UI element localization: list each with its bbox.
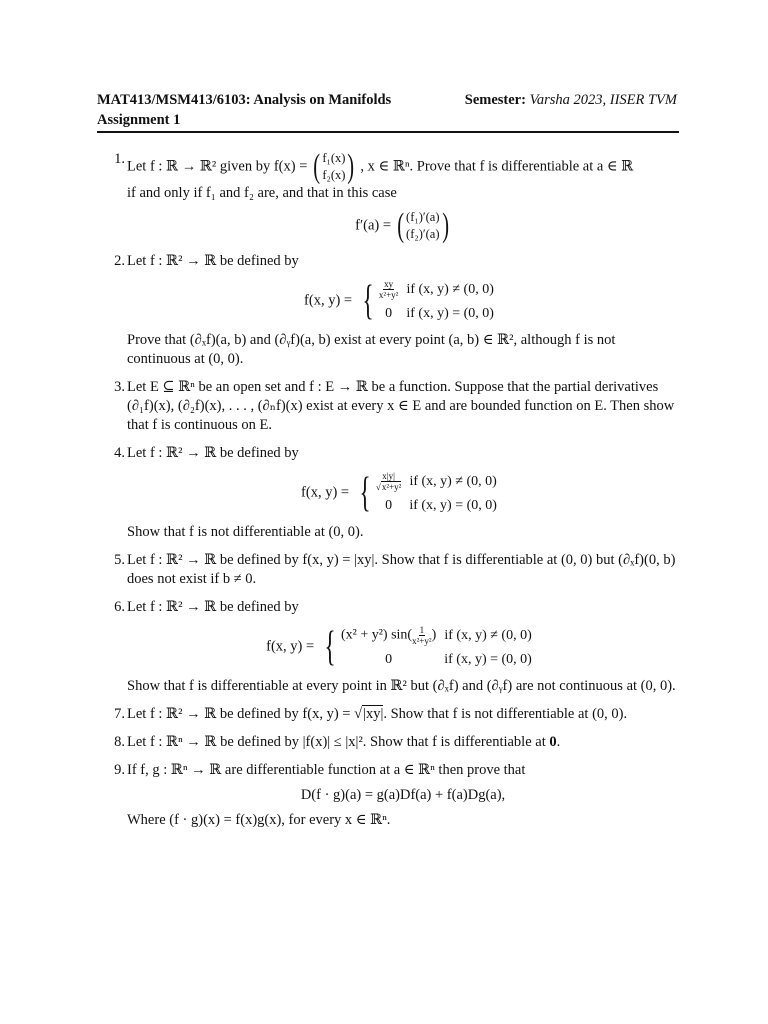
header-rule — [97, 131, 679, 133]
problem-number: 8. — [114, 734, 125, 750]
vector-entry: f₂(x) — [322, 168, 346, 182]
problem-number: 3. — [114, 379, 125, 395]
problem-7 — [97, 705, 679, 724]
problem-list — [97, 150, 679, 839]
column-vector — [311, 150, 357, 184]
case-condition: if (x, y) = (0, 0) — [406, 305, 494, 321]
semester-info — [465, 90, 677, 110]
problem-line: if and only if f₁ and f₂ are, and that in this case — [127, 185, 397, 201]
problem-2 — [97, 252, 679, 369]
problem-8 — [97, 733, 679, 752]
problem-1 — [97, 150, 679, 243]
problem-intro: Let f : ℝ² → ℝ be defined by — [127, 445, 299, 461]
case-condition: if (x, y) ≠ (0, 0) — [409, 473, 497, 489]
cases-table — [376, 469, 505, 517]
zero-vector: 0 — [549, 734, 557, 750]
problem-4 — [97, 444, 679, 542]
problem-5 — [97, 551, 679, 589]
problem-number: 1. — [114, 151, 125, 167]
case-condition: if (x, y) = (0, 0) — [444, 651, 532, 667]
piecewise-definition — [127, 277, 679, 325]
problem-statement: Where (f · g)(x) = f(x)g(x), for every x ∈ ℝⁿ. — [127, 812, 391, 828]
vector-entry: f₁(x) — [322, 151, 346, 165]
case-value: 0 — [385, 305, 393, 321]
case-condition: if (x, y) = (0, 0) — [409, 497, 497, 513]
problem-statement: Prove that (∂ₓf)(a, b) and (∂ᵧf)(a, b) exist at every point (a, b) ∈ ℝ², although f is not continuous at (0, 0). — [127, 332, 616, 367]
left-brace: { — [359, 470, 371, 516]
problem-number: 6. — [114, 599, 125, 615]
assignment-title: Assignment 1 — [97, 112, 181, 128]
cases-table: (x² + y²) sin( $\frac{1}{\text{x²+y²}}$ ) if (x, y) ≠ (0, 0) 0 if (x, y) = (0, 0) — [341, 623, 540, 671]
right-paren: ) — [347, 148, 355, 185]
problem-continuation: , x ∈ ℝⁿ. Prove that f is differentiable at a ∈ ℝ — [360, 158, 634, 175]
problem-9 — [97, 761, 679, 830]
problem-6 — [97, 598, 679, 696]
fraction: $\frac{xy}{\text{x²+y²}}$ — [378, 278, 399, 300]
equation-lhs: f(x, y) = — [266, 638, 315, 655]
course-title: MAT413/MSM413/6103: Analysis on Manifolds — [97, 92, 392, 108]
vector-entry: (f₂)′(a) — [406, 227, 440, 241]
piecewise-definition — [127, 623, 679, 671]
problem-number: 4. — [114, 445, 125, 461]
display-equation: D(f · g)(a) = g(a)Df(a) + f(a)Dg(a), — [300, 787, 506, 803]
equation-lhs: f(x, y) = — [301, 484, 350, 501]
radicand: |xy| — [363, 706, 384, 722]
left-paren: ( — [396, 207, 404, 244]
problem-statement: Let E ⊆ ℝⁿ be an open set and f : E → ℝ be a function. Suppose that the partial derivatives (∂₁f)(x), (∂₂f)(x), . . . , (∂ₙf)(x) exist at every x ∈ E and are bounded function on E. Then show that f is continuous on E. — [127, 379, 675, 433]
column-vector — [395, 209, 451, 243]
document-header — [97, 90, 677, 130]
equation-lhs: f′(a) = — [355, 217, 392, 234]
problem-intro: Let f : ℝ² → ℝ be defined by — [127, 253, 299, 269]
fraction: $\frac{1}{\text{x²+y²}}$ — [412, 624, 432, 646]
semester-label: Semester: — [464, 92, 526, 108]
problem-text — [127, 150, 679, 184]
vector-entry: (f₁)′(a) — [406, 210, 440, 224]
case-value: 0 — [385, 497, 393, 513]
problem-statement: Let f : ℝ² → ℝ be defined by f(x, y) = √|xy|. Show that f is not differentiable at (0, 0). — [127, 706, 628, 722]
left-paren: ( — [313, 148, 321, 185]
left-brace: { — [362, 278, 374, 324]
case-condition: if (x, y) ≠ (0, 0) — [406, 281, 494, 297]
problem-number: 7. — [114, 706, 125, 722]
left-brace: { — [324, 624, 336, 670]
display-equation — [127, 209, 679, 243]
piecewise-definition — [127, 469, 679, 517]
case-value: 0 — [385, 651, 393, 667]
problem-intro: Let f : ℝ → ℝ² given by f(x) = — [127, 158, 308, 175]
case-condition: if (x, y) ≠ (0, 0) — [444, 627, 532, 643]
problem-statement: Let f : ℝⁿ → ℝ be defined by |f(x)| ≤ |x|². Show that f is differentiable at 0. — [127, 734, 561, 750]
problem-intro: Let f : ℝ² → ℝ be defined by — [127, 599, 299, 615]
problem-statement: Show that f is differentiable at every point in ℝ² but (∂ₓf) and (∂ᵧf) are not continuous at (0, 0). — [127, 678, 676, 694]
semester-value: Varsha 2023, IISER TVM — [529, 92, 677, 108]
problem-intro: If f, g : ℝⁿ → ℝ are differentiable function at a ∈ ℝⁿ then prove that — [127, 762, 526, 778]
problem-number: 2. — [114, 253, 125, 269]
fraction: $\frac{x|y|}{\text{√x²+y²}}$ — [375, 470, 402, 492]
problem-statement: Show that f is not differentiable at (0, 0). — [127, 524, 364, 540]
problem-statement: Let f : ℝ² → ℝ be defined by f(x, y) = |xy|. Show that f is differentiable at (0, 0) but (∂ₓf)(0, b) does not exist if b ≠ 0. — [127, 552, 676, 587]
problem-number: 5. — [114, 552, 125, 568]
problem-3 — [97, 378, 679, 435]
equation-lhs: f(x, y) = — [304, 292, 353, 309]
cases-table — [379, 277, 502, 325]
right-paren: ) — [441, 207, 449, 244]
problem-number: 9. — [114, 762, 125, 778]
